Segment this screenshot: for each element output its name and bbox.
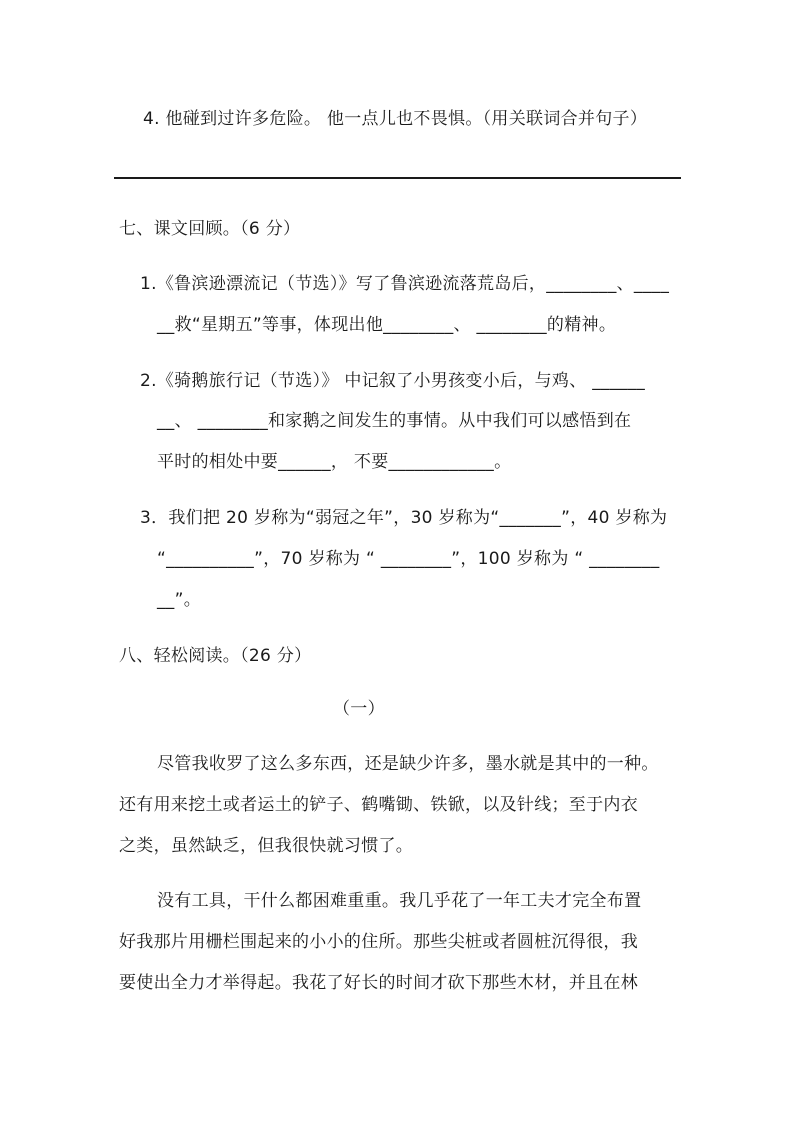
s7-q2-line3: 平时的相处中要______， 不要____________。: [157, 452, 512, 472]
passage-p1-line2: 还有用来挖土或者运土的铲子、鹤嘴锄、铁锨，以及针线；至于内衣: [119, 795, 638, 815]
passage-p2-line1: 没有工具，干什么都困难重重。我几乎花了一年工夫才完全布置: [157, 891, 642, 911]
s7-q1-line2: __救“星期五”等事，体现出他________、 ________的精神。: [157, 315, 617, 335]
question-4-sentence: 4. 他碰到过许多危险。 他一点儿也不畏惧。（用关联词合并句子）: [143, 109, 648, 129]
s7-q3-line1: 3．我们把 20 岁称为“弱冠之年”，30 岁称为“_______”，40 岁称为: [140, 508, 668, 528]
passage-p2-line3: 要使出全力才举得起。我花了好长的时间才砍下那些木材，并且在林: [119, 973, 638, 993]
s7-q1-line1: 1.《鲁滨逊漂流记（节选）》写了鲁滨逊流落荒岛后，________、____: [140, 274, 670, 294]
passage-p1-line1: 尽管我收罗了这么多东西，还是缺少许多，墨水就是其中的一种。: [157, 754, 659, 774]
answer-divider-line: [114, 177, 681, 179]
reading-part-label: （一）: [333, 699, 385, 719]
passage-p1-line3: 之类，虽然缺乏，但我很快就习惯了。: [119, 836, 414, 856]
s7-q3-line2: “__________”，70 岁称为 “ ________”，100 岁称为 “ ________: [157, 549, 660, 569]
s7-q3-line3: __”。: [157, 590, 202, 610]
s7-q2-line2: __、 ________和家鹅之间发生的事情。从中我们可以感悟到在: [157, 411, 632, 431]
passage-p2-line2: 好我那片用栅栏围起来的小小的住所。那些尖桩或者圆桩沉得很，我: [119, 932, 638, 952]
s7-q2-line1: 2.《骑鹅旅行记（节选）》 中记叙了小男孩变小后，与鸡、 ______: [140, 371, 646, 391]
section-8-heading: 八、轻松阅读。（26 分）: [119, 646, 312, 666]
section-7-heading: 七、课文回顾。（6 分）: [119, 219, 301, 239]
